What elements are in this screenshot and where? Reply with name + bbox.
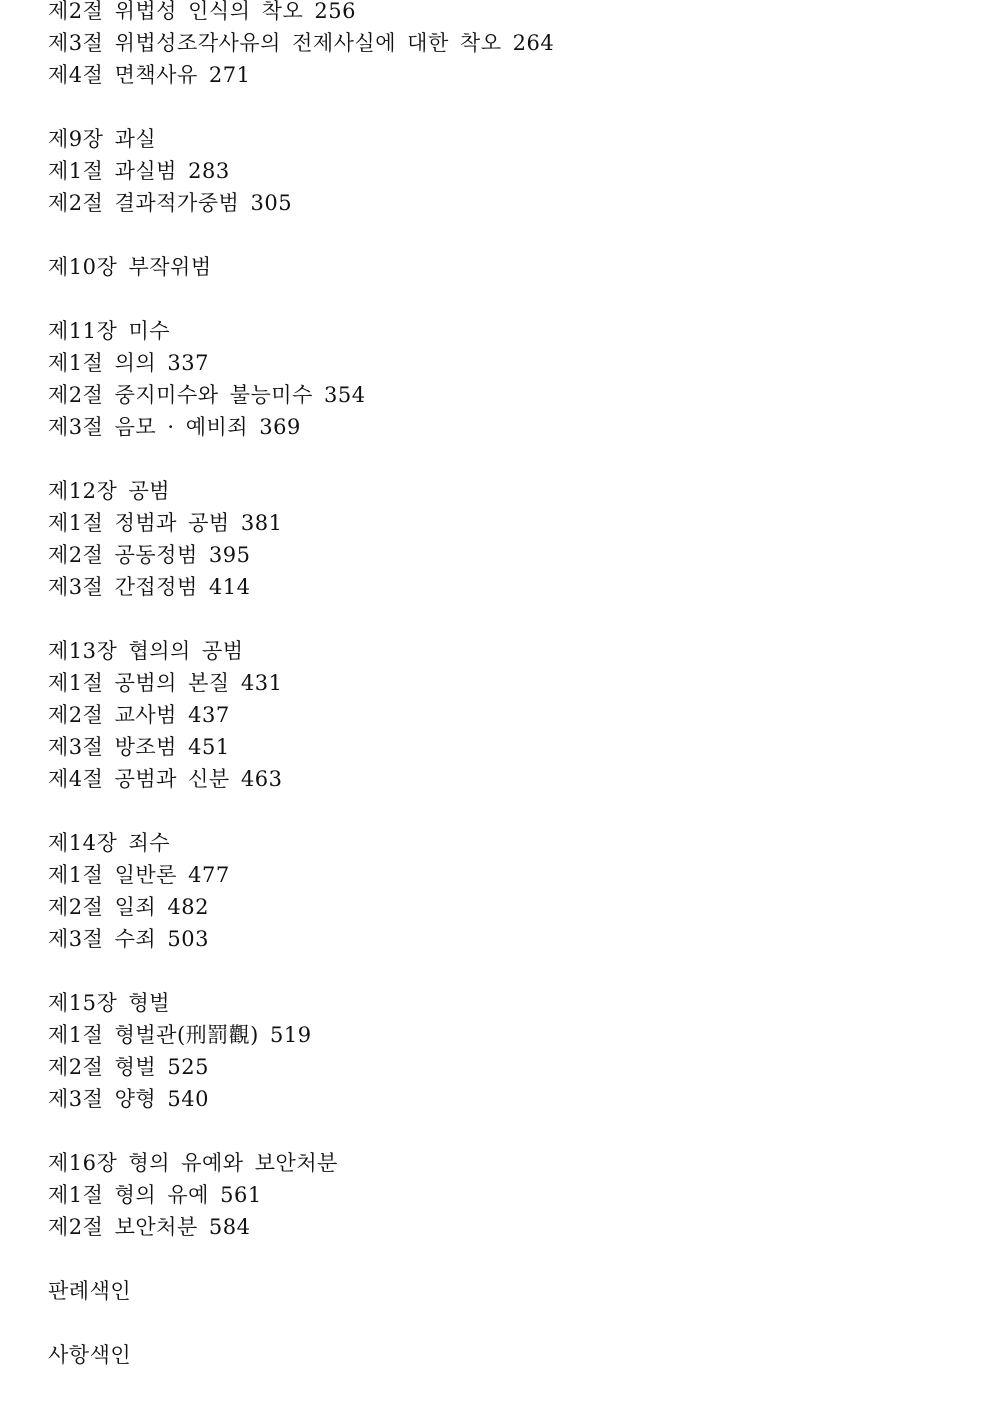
- chapter-heading: 제11장 미수: [48, 319, 171, 343]
- spacer: [48, 91, 948, 123]
- section-entry: 제2절 보안처분 584: [48, 1215, 251, 1239]
- section-entry: 제2절 위법성 인식의 착오 256: [48, 0, 357, 23]
- section-entry: 제1절 형의 유예 561: [48, 1183, 262, 1207]
- section-entry: 제1절 과실범 283: [48, 159, 230, 183]
- chapter-heading: 제12장 공범: [48, 479, 171, 503]
- section-entry: 제2절 공동정범 395: [48, 543, 251, 567]
- section-entry: 제4절 면책사유 271: [48, 63, 251, 87]
- section-entry: 제1절 의의 337: [48, 351, 209, 375]
- table-of-contents: [48, 0, 948, 1371]
- spacer: [48, 1243, 948, 1275]
- section-entry: 제3절 수죄 503: [48, 927, 209, 951]
- chapter-heading: 제10장 부작위범: [48, 255, 212, 279]
- spacer: [48, 283, 948, 315]
- section-entry: 제2절 형벌 525: [48, 1055, 209, 1079]
- spacer: [48, 219, 948, 251]
- spacer: [48, 443, 948, 475]
- section-entry: 제3절 양형 540: [48, 1087, 209, 1111]
- section-entry: 제1절 형벌관(刑罰觀) 519: [48, 1023, 312, 1047]
- section-entry: 제2절 중지미수와 불능미수 354: [48, 383, 366, 407]
- chapter-heading: 제13장 협의의 공범: [48, 639, 244, 663]
- section-entry: 제2절 결과적가중범 305: [48, 191, 293, 215]
- spacer: [48, 1115, 948, 1147]
- spacer: [48, 603, 948, 635]
- section-entry: 제3절 방조범 451: [48, 735, 230, 759]
- chapter-heading: 제14장 죄수: [48, 831, 171, 855]
- spacer: [48, 1307, 948, 1339]
- chapter-heading: 제15장 형벌: [48, 991, 171, 1015]
- index-entry: 판례색인: [48, 1279, 132, 1303]
- section-entry: 제2절 일죄 482: [48, 895, 209, 919]
- chapter-heading: 제9장 과실: [48, 127, 157, 151]
- section-entry: 제2절 교사범 437: [48, 703, 230, 727]
- section-entry: 제4절 공범과 신분 463: [48, 767, 283, 791]
- chapter-heading: 제16장 형의 유예와 보안처분: [48, 1151, 338, 1175]
- section-entry: 제3절 음모 · 예비죄 369: [48, 415, 301, 439]
- index-entry: 사항색인: [48, 1343, 132, 1367]
- spacer: [48, 955, 948, 987]
- section-entry: 제3절 위법성조각사유의 전제사실에 대한 착오 264: [48, 31, 555, 55]
- section-entry: 제3절 간접정범 414: [48, 575, 251, 599]
- spacer: [48, 795, 948, 827]
- section-entry: 제1절 일반론 477: [48, 863, 230, 887]
- section-entry: 제1절 정범과 공범 381: [48, 511, 283, 535]
- section-entry: 제1절 공범의 본질 431: [48, 671, 283, 695]
